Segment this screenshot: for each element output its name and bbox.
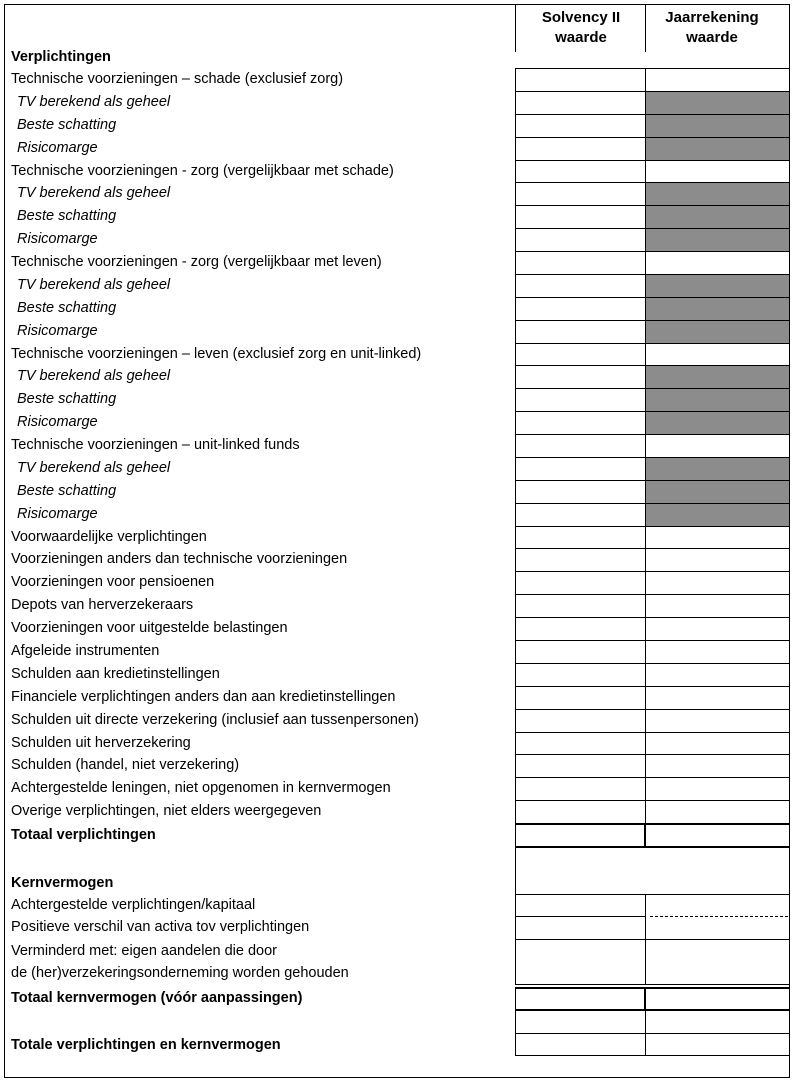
row-solvency-cell[interactable]: [515, 777, 646, 801]
equity-header-block: [515, 847, 790, 895]
row-solvency-cell[interactable]: [515, 480, 646, 504]
total-equity-solvency-cell[interactable]: [515, 987, 646, 1010]
row-label: Voorwaardelijke verplichtingen: [11, 528, 207, 545]
row-jaarrekening-cell[interactable]: [645, 434, 790, 458]
spacer-jaarrekening-cell: [645, 1010, 790, 1034]
row-jaarrekening-cell[interactable]: [645, 343, 790, 367]
equity-row-3-solvency-cell[interactable]: [515, 939, 646, 985]
row-solvency-cell[interactable]: [515, 548, 646, 572]
row-label: Afgeleide instrumenten: [11, 643, 160, 659]
row-label: Beste schatting: [17, 482, 117, 499]
row-jaarrekening-shaded-cell: [645, 457, 790, 481]
column-divider-mid: [645, 4, 646, 52]
row-solvency-cell[interactable]: [515, 228, 646, 252]
row-solvency-cell[interactable]: [515, 297, 646, 321]
row-jaarrekening-shaded-cell: [645, 91, 790, 115]
row-label: Risicomarge: [17, 322, 98, 339]
row-jaarrekening-cell[interactable]: [645, 548, 790, 572]
row-solvency-cell[interactable]: [515, 343, 646, 367]
row-solvency-cell[interactable]: [515, 251, 646, 275]
row-label: Voorzieningen voor pensioenen: [11, 574, 215, 591]
row-solvency-cell[interactable]: [515, 205, 646, 229]
total-liabilities-jaarrekening-cell[interactable]: [645, 824, 790, 847]
row-jaarrekening-cell[interactable]: [645, 617, 790, 641]
row-jaarrekening-cell[interactable]: [645, 68, 790, 92]
equity-row-3-jaarrekening-cell[interactable]: [645, 939, 790, 985]
total-liabilities-label: Totaal verplichtingen: [11, 827, 156, 843]
row-jaarrekening-shaded-cell: [645, 274, 790, 298]
row-label: Voorzieningen anders dan technische voorzieningen: [11, 551, 348, 568]
row-jaarrekening-cell[interactable]: [645, 709, 790, 733]
row-jaarrekening-shaded-cell: [645, 503, 790, 527]
row-jaarrekening-shaded-cell: [645, 137, 790, 161]
row-label: Technische voorzieningen – schade (exclusief zorg): [11, 71, 344, 87]
row-solvency-cell[interactable]: [515, 732, 646, 756]
row-label: Voorzieningen voor uitgestelde belastingen: [11, 620, 288, 637]
row-label: TV berekend als geheel: [17, 93, 171, 110]
section-equity: Kernvermogen: [11, 875, 114, 891]
grand-total-solvency-cell[interactable]: [515, 1033, 646, 1056]
column-divider-left: [515, 4, 516, 52]
row-label: Technische voorzieningen – leven (exclusief zorg en unit-linked): [11, 345, 422, 362]
row-label: Technische voorzieningen - zorg (vergelijkbaar met schade): [11, 162, 394, 179]
equity-row-1-jaarrekening-cell[interactable]: [645, 894, 790, 917]
header-solvency: Solvency II waarde: [541, 9, 621, 46]
total-equity-jaarrekening-cell[interactable]: [645, 987, 790, 1010]
row-solvency-cell[interactable]: [515, 434, 646, 458]
row-solvency-cell[interactable]: [515, 457, 646, 481]
spacer-solvency-cell: [515, 1010, 646, 1034]
equity-row-2-label: Positieve verschil van activa tov verplichtingen: [11, 919, 310, 935]
row-solvency-cell[interactable]: [515, 91, 646, 115]
row-jaarrekening-cell[interactable]: [645, 754, 790, 778]
row-solvency-cell[interactable]: [515, 68, 646, 92]
row-label: Beste schatting: [17, 299, 117, 316]
row-label: Beste schatting: [17, 116, 117, 133]
row-solvency-cell[interactable]: [515, 160, 646, 184]
row-solvency-cell[interactable]: [515, 571, 646, 595]
row-label: Schulden aan kredietinstellingen: [11, 665, 220, 682]
row-jaarrekening-shaded-cell: [645, 365, 790, 389]
row-jaarrekening-cell[interactable]: [645, 594, 790, 618]
equity-row-2-jaarrekening-cell[interactable]: [645, 916, 790, 940]
row-solvency-cell[interactable]: [515, 388, 646, 412]
row-jaarrekening-cell[interactable]: [645, 663, 790, 687]
equity-row-1-solvency-cell[interactable]: [515, 894, 646, 917]
row-solvency-cell[interactable]: [515, 137, 646, 161]
row-label: Overige verplichtingen, niet elders weergegeven: [11, 803, 322, 820]
row-label: Schulden uit herverzekering: [11, 734, 191, 751]
row-jaarrekening-cell[interactable]: [645, 251, 790, 275]
equity-row-4-label: de (her)verzekeringsonderneming worden gehouden: [11, 965, 349, 981]
equity-row-3-label: Verminderd met: eigen aandelen die door: [11, 943, 278, 959]
row-jaarrekening-shaded-cell: [645, 480, 790, 504]
section-liabilities: Verplichtingen: [11, 49, 111, 65]
row-jaarrekening-cell[interactable]: [645, 571, 790, 595]
row-jaarrekening-shaded-cell: [645, 182, 790, 206]
row-label: Technische voorzieningen – unit-linked funds: [11, 437, 300, 454]
row-solvency-cell[interactable]: [515, 365, 646, 389]
row-solvency-cell[interactable]: [515, 663, 646, 687]
row-label: Risicomarge: [17, 414, 98, 431]
row-solvency-cell[interactable]: [515, 411, 646, 435]
row-solvency-cell[interactable]: [515, 182, 646, 206]
row-jaarrekening-cell[interactable]: [645, 640, 790, 664]
row-solvency-cell[interactable]: [515, 617, 646, 641]
row-label: Technische voorzieningen - zorg (vergelijkbaar met leven): [11, 254, 382, 271]
row-label: Risicomarge: [17, 231, 98, 248]
row-solvency-cell[interactable]: [515, 686, 646, 710]
row-label: Beste schatting: [17, 208, 117, 225]
grand-total-jaarrekening-cell[interactable]: [645, 1033, 790, 1056]
row-solvency-cell[interactable]: [515, 640, 646, 664]
row-solvency-cell[interactable]: [515, 320, 646, 344]
row-label: Achtergestelde leningen, niet opgenomen in kernvermogen: [11, 780, 391, 797]
row-jaarrekening-shaded-cell: [645, 114, 790, 138]
row-jaarrekening-shaded-cell: [645, 411, 790, 435]
row-jaarrekening-shaded-cell: [645, 388, 790, 412]
row-jaarrekening-shaded-cell: [645, 297, 790, 321]
dash-dot-line: [650, 916, 788, 917]
header-jaarrekening: Jaarrekening waarde: [665, 9, 759, 46]
row-label: Financiele verplichtingen anders dan aan kredietinstellingen: [11, 688, 396, 705]
row-label: Risicomarge: [17, 505, 98, 522]
row-jaarrekening-cell[interactable]: [645, 160, 790, 184]
row-label: Depots van herverzekeraars: [11, 597, 194, 614]
row-jaarrekening-shaded-cell: [645, 320, 790, 344]
row-jaarrekening-cell[interactable]: [645, 800, 790, 824]
total-liabilities-solvency-cell[interactable]: [515, 824, 646, 847]
row-solvency-cell[interactable]: [515, 709, 646, 733]
row-label: Schulden (handel, niet verzekering): [11, 757, 240, 774]
equity-row-2-solvency-cell[interactable]: [515, 916, 646, 940]
total-equity-label: Totaal kernvermogen (vóór aanpassingen): [11, 990, 303, 1006]
row-solvency-cell[interactable]: [515, 274, 646, 298]
row-label: TV berekend als geheel: [17, 185, 171, 202]
row-label: TV berekend als geheel: [17, 368, 171, 385]
row-solvency-cell[interactable]: [515, 754, 646, 778]
row-label: TV berekend als geheel: [17, 276, 171, 293]
grand-total-label: Totale verplichtingen en kernvermogen: [11, 1037, 281, 1053]
row-solvency-cell[interactable]: [515, 800, 646, 824]
equity-row-1-label: Achtergestelde verplichtingen/kapitaal: [11, 897, 256, 913]
row-label: Risicomarge: [17, 139, 98, 156]
row-jaarrekening-cell[interactable]: [645, 777, 790, 801]
row-jaarrekening-cell[interactable]: [645, 686, 790, 710]
row-solvency-cell[interactable]: [515, 503, 646, 527]
row-jaarrekening-shaded-cell: [645, 228, 790, 252]
row-label: Beste schatting: [17, 391, 117, 408]
row-label: Schulden uit directe verzekering (inclusief aan tussenpersonen): [11, 711, 419, 728]
row-jaarrekening-cell[interactable]: [645, 732, 790, 756]
row-solvency-cell[interactable]: [515, 526, 646, 550]
row-jaarrekening-cell[interactable]: [645, 526, 790, 550]
row-solvency-cell[interactable]: [515, 114, 646, 138]
row-jaarrekening-shaded-cell: [645, 205, 790, 229]
row-solvency-cell[interactable]: [515, 594, 646, 618]
row-label: TV berekend als geheel: [17, 459, 171, 476]
